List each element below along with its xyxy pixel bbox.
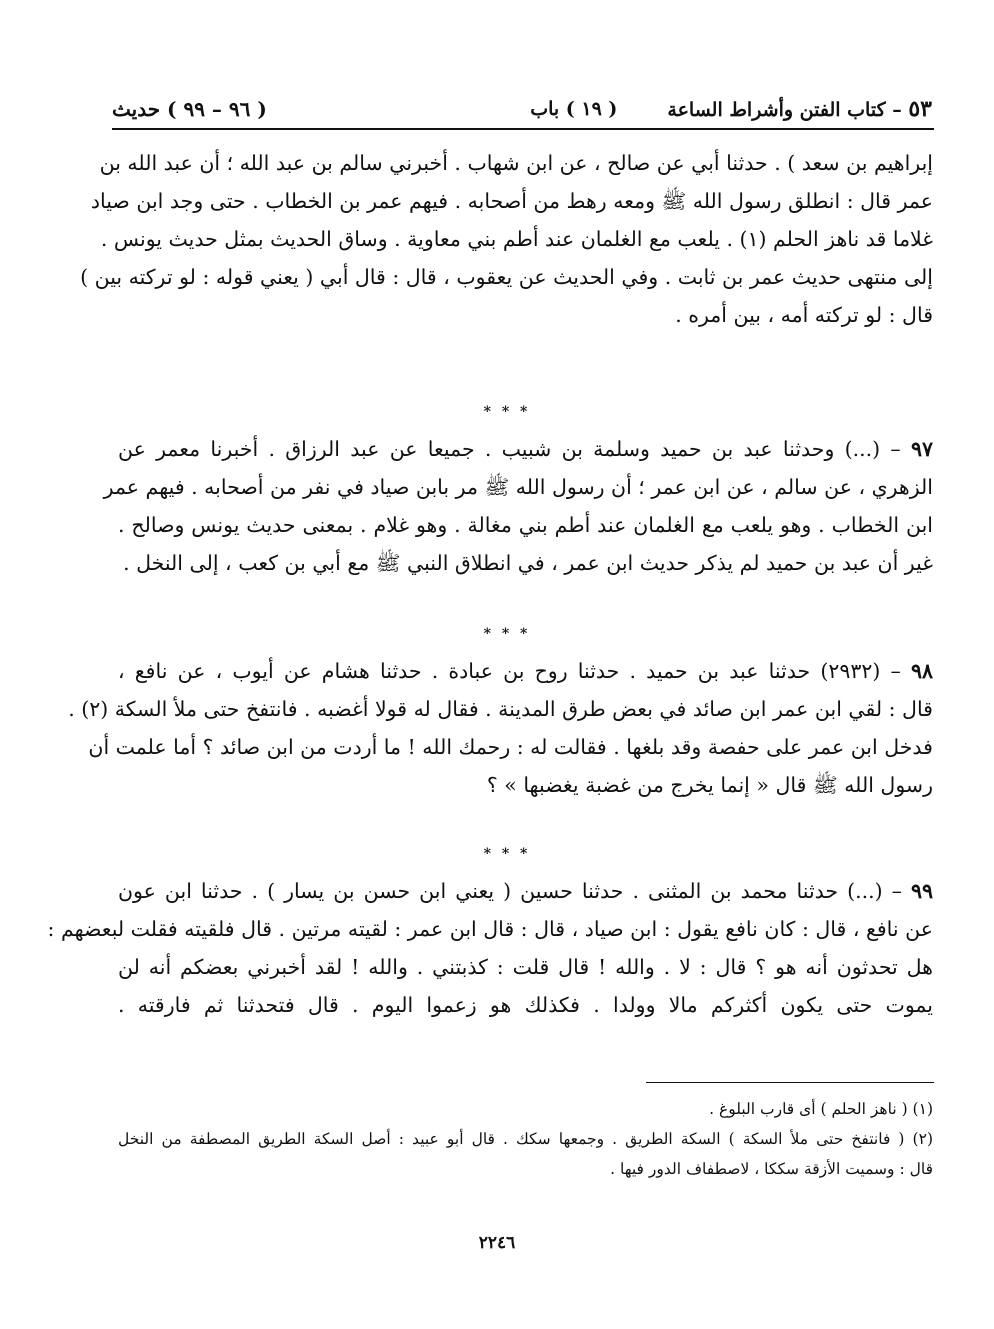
section-separator: * * * xyxy=(483,626,531,642)
hadith-98 xyxy=(68,652,934,804)
text-line xyxy=(118,872,933,910)
header-hadith-range: ( ٩٦ – ٩٩ ) حديث xyxy=(112,97,267,121)
hadith-number: ٩٩ xyxy=(910,879,933,903)
running-header xyxy=(112,92,932,126)
text-line: الزهري ، عن سالم ، عن ابن عمر ؛ أن رسول الله ﷺ مر بابن صياد في نفر من أصحابه . فيهم عمر xyxy=(103,475,933,499)
text-line: هل تحدثون أنه هو ؟ قال : لا . والله ! قال قلت : كذبتني . والله ! لقد أخبرني بعضكم أنه لن xyxy=(118,955,933,979)
text-line: ابن الخطاب . وهو يلعب مع الغلمان عند أطم بني مغالة . وهو غلام . بمعنى حديث يونس وصالح . xyxy=(118,513,933,537)
text-segment: – (...) وحدثنا عبد بن حميد وسلمة بن شبيب . جميعا عن عبد الرزاق . أخبرنا معمر عن xyxy=(118,437,901,461)
text-segment: – (٢٩٣٢) حدثنا عبد بن حميد . حدثنا روح بن عبادة . حدثنا هشام عن أيوب ، عن نافع ، xyxy=(118,659,901,683)
paragraph-continuation xyxy=(80,144,933,334)
text-line xyxy=(118,652,933,690)
page-number: ٢٢٤٦ xyxy=(478,1233,516,1253)
text-line: قال : لو تركته أمه ، بين أمره . xyxy=(675,303,933,327)
header-title-text: – كتاب الفتن وأشراط الساعة xyxy=(667,99,902,121)
text-line: عن نافع ، قال : كان نافع يقول : ابن صياد ، قال : قال ابن عمر : لقيته مرتين . قال فلقيته فقلت لبعضهم : xyxy=(47,917,933,941)
text-line: قال : لقي ابن عمر ابن صائد في بعض طرق المدينة . فقال له قولا أغضبه . فانتفخ حتى ملأ السكة (٢) . xyxy=(68,697,933,721)
text-line: إلى منتهى حديث عمر بن ثابت . وفي الحديث عن يعقوب ، قال : قال أبي ( يعني قوله : لو تركته بين ) xyxy=(80,265,933,289)
text-line: رسول الله ﷺ قال « إنما يخرج من غضبة يغضبها » ؟ xyxy=(486,773,933,797)
hadith-number: ٩٨ xyxy=(910,659,934,683)
footnote-2-continued: قال : وسميت الأزقة سككا ، لاصطفاف الدور فيها . xyxy=(610,1160,933,1178)
section-separator: * * * xyxy=(483,846,531,862)
text-line: غير أن عبد بن حميد لم يذكر حديث ابن عمر ، في انطلاق النبي ﷺ مع أبي بن كعب ، إلى النخل . xyxy=(123,551,933,575)
header-book-title xyxy=(667,96,932,122)
text-line xyxy=(118,430,933,468)
hadith-number: ٩٧ xyxy=(910,437,933,461)
footnotes xyxy=(118,1094,933,1184)
header-page-ref: ٥٣ xyxy=(908,96,932,122)
footnote-2: (٢) ( فانتفخ حتى ملأ السكة ) السكة الطريق . وجمعها سكك . قال أبو عبيد : أصل السكة الطريق المصطفة من النخل xyxy=(118,1130,933,1148)
hadith-97 xyxy=(103,430,933,582)
footnote-1: (١) ( ناهز الحلم ) أى قارب البلوغ . xyxy=(709,1100,933,1118)
header-rule xyxy=(112,128,934,130)
section-separator: * * * xyxy=(483,404,531,420)
text-line: عمر قال : انطلق رسول الله ﷺ ومعه رهط من أصحابه . فيهم عمر بن الخطاب . حتى وجد ابن صياد xyxy=(90,189,933,213)
text-line: فدخل ابن عمر على حفصة وقد بلغها . فقالت له : رحمك الله ! ما أردت من ابن صائد ؟ أما علمت أن xyxy=(88,735,933,759)
hadith-99 xyxy=(47,872,933,1024)
text-line: إبراهيم بن سعد ) . حدثنا أبي عن صالح ، عن ابن شهاب . أخبرني سالم بن عبد الله ؛ أن عبد الله بن xyxy=(99,151,933,175)
text-line: غلاما قد ناهز الحلم (١) . يلعب مع الغلمان عند أطم بني معاوية . وساق الحديث بمثل حديث يونس . xyxy=(100,227,933,251)
text-line: يموت حتى يكون أكثركم مالا وولدا . فكذلك هو زعموا اليوم . قال فتحدثنا ثم فارقته . xyxy=(118,993,933,1017)
header-chapter: ( ١٩ ) باب xyxy=(530,98,618,120)
footnote-rule xyxy=(646,1082,934,1083)
text-segment: – (...) حدثنا محمد بن المثنى . حدثنا حسين ( يعني ابن حسن بن يسار ) . حدثنا ابن عون xyxy=(118,879,902,903)
